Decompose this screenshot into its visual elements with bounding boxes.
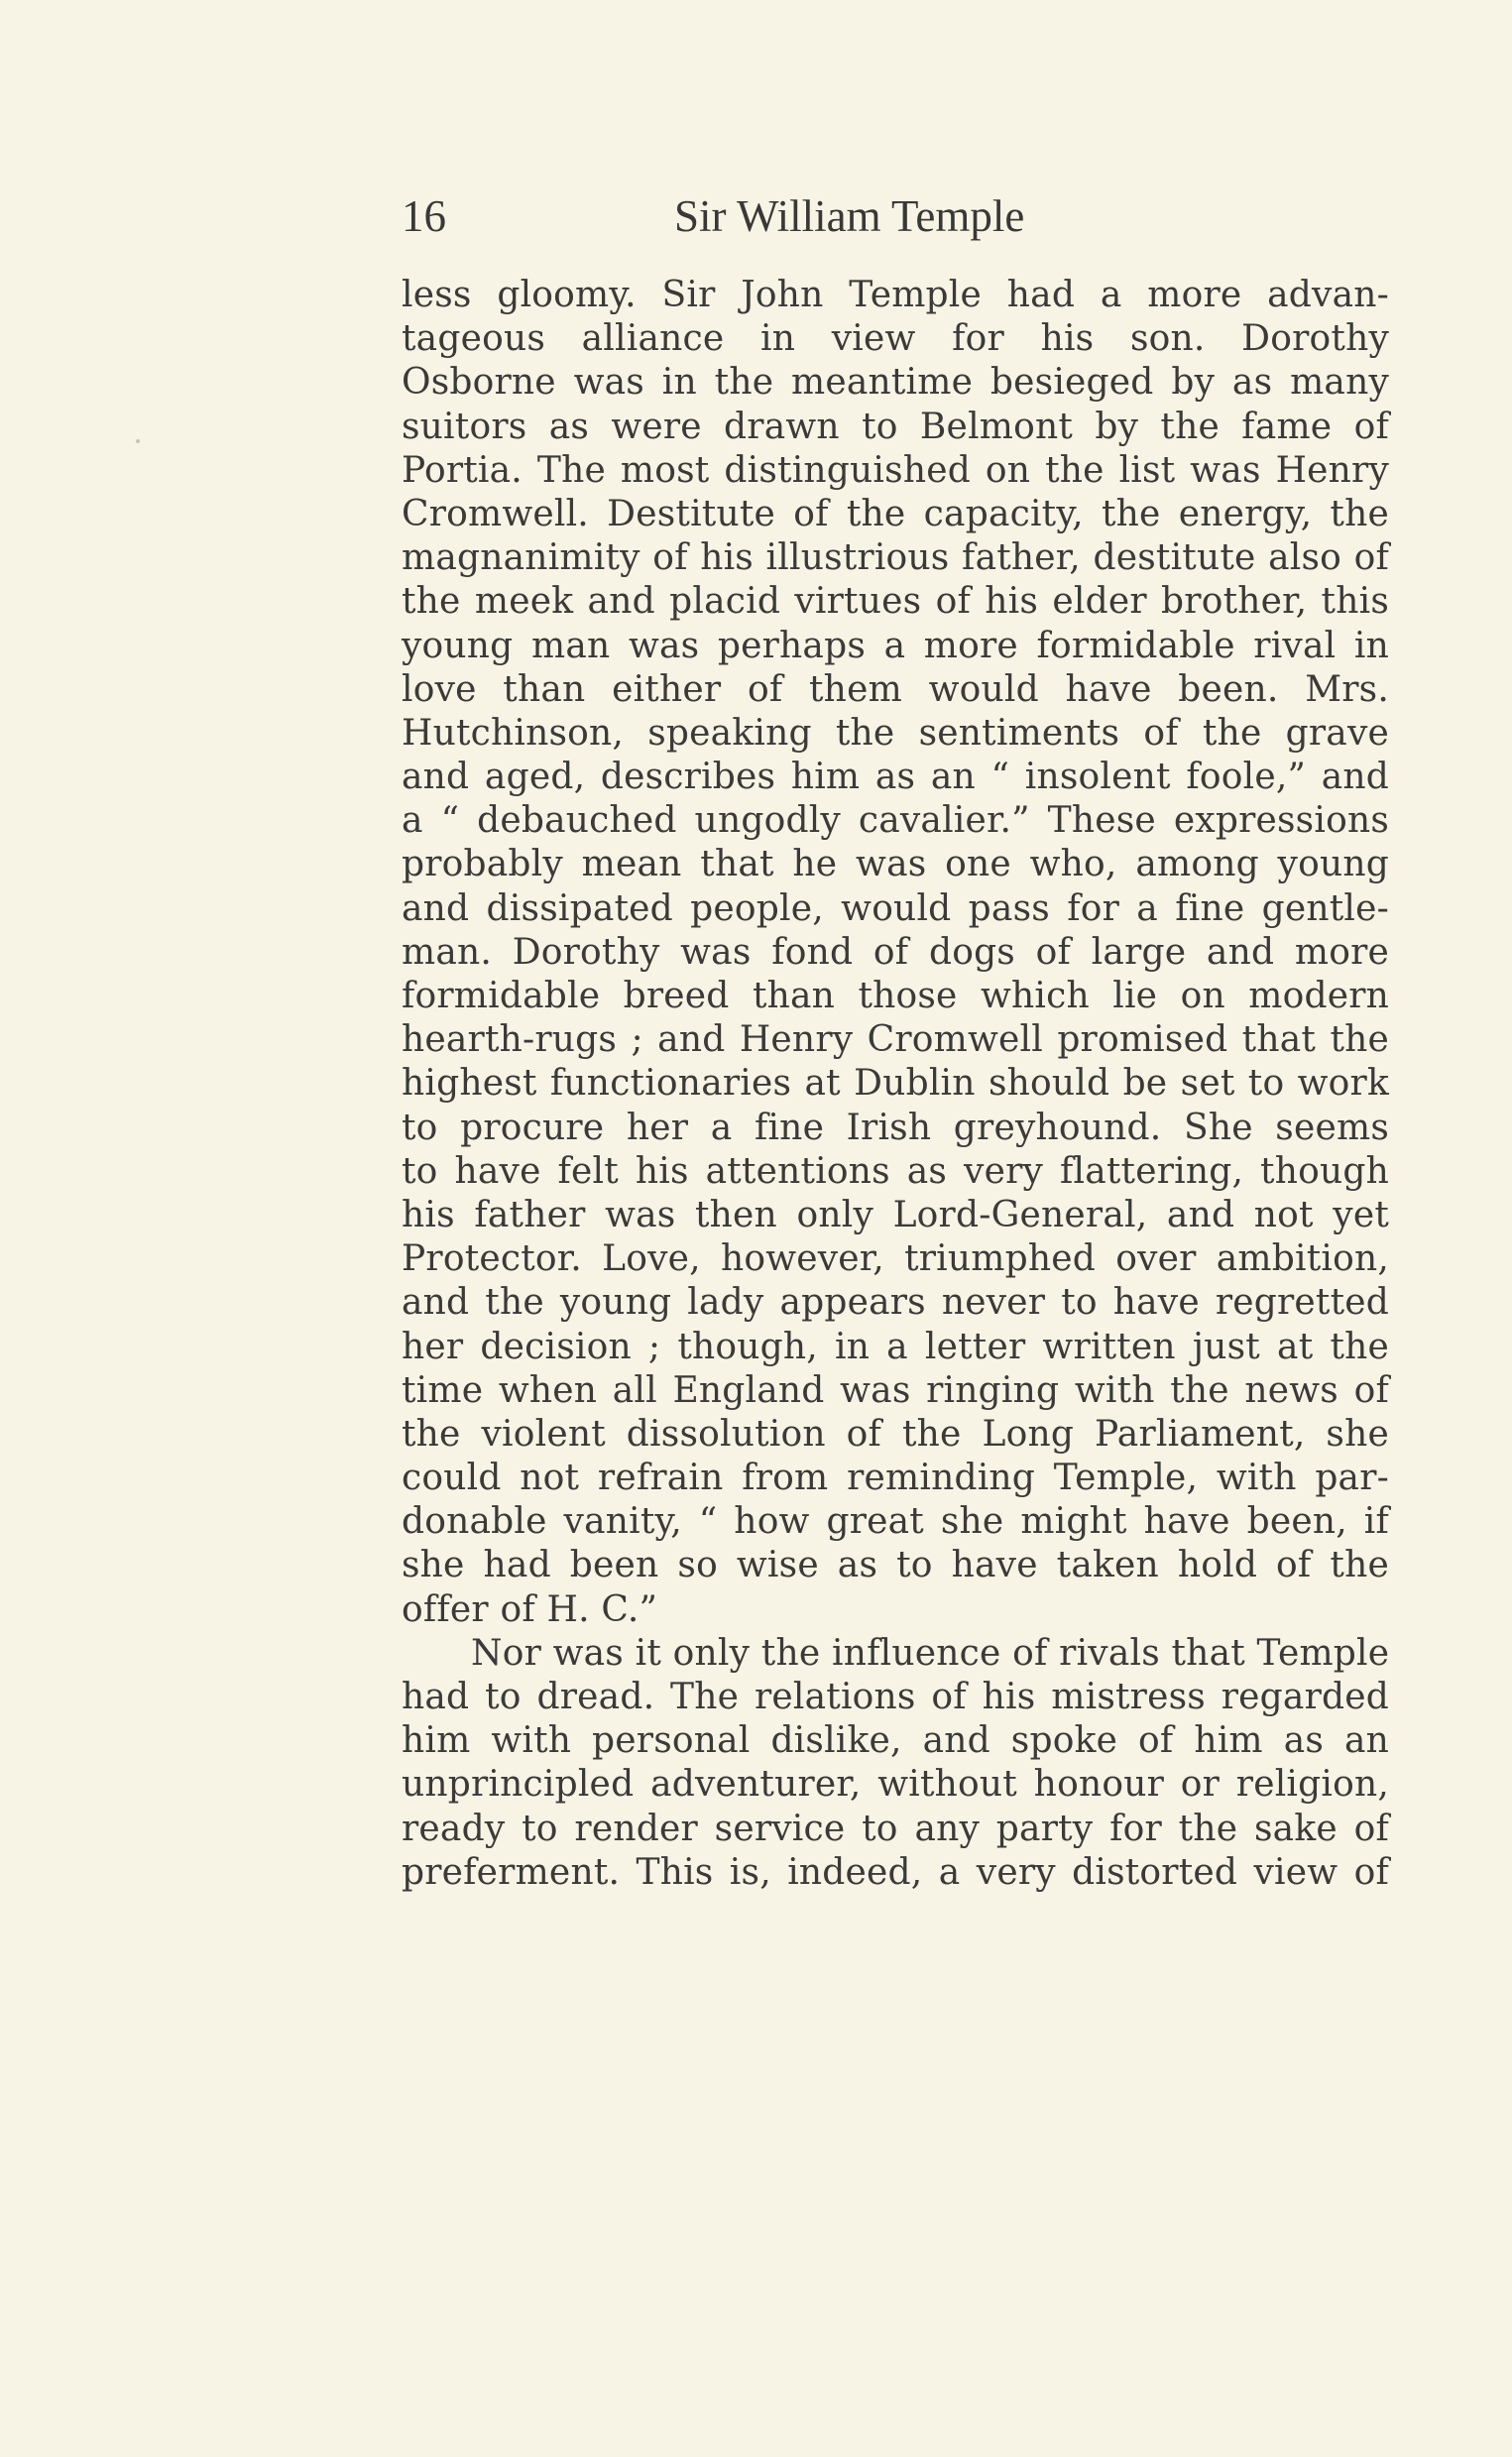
body-text — [402, 274, 1389, 1895]
text-line: highest functionaries at Dublin should be set to work — [402, 1063, 1389, 1105]
text-line: man. Dorothy was fond of dogs of large and more — [402, 931, 1389, 973]
text-line: less gloomy. Sir John Temple had a more advan- — [402, 275, 1389, 315]
paragraph-1 — [402, 274, 1389, 1632]
paragraph-2 — [402, 1632, 1389, 1895]
text-line: Portia. The most distinguished on the list was Henry — [402, 449, 1389, 491]
text-line: the meek and placid virtues of his elder brother, this — [402, 581, 1389, 623]
text-line: love than either of them would have been. Mrs. — [402, 668, 1389, 710]
text-line: and aged, describes him as an “ insolent foole,” and — [402, 757, 1389, 798]
text-line: a “ debauched ungodly cavalier.” These expressions — [402, 800, 1389, 842]
text-line: Osborne was in the meantime besieged by as many — [402, 362, 1389, 404]
text-line: tageous alliance in view for his son. Dorothy — [402, 318, 1389, 360]
text-line: Protector. Love, however, triumphed over ambition, — [402, 1238, 1389, 1280]
text-line: Nor was it only the influence of rivals that Temple — [471, 1632, 1390, 1674]
text-line: probably mean that he was one who, among young — [402, 844, 1389, 885]
text-line: and dissipated people, would pass for a fine gentle- — [402, 887, 1389, 929]
text-line: to procure her a fine Irish greyhound. She seems — [402, 1107, 1389, 1148]
text-line: donable vanity, “ how great she might have been, if — [402, 1501, 1389, 1543]
text-line: had to dread. The relations of his mistress regarded — [402, 1677, 1389, 1717]
text-line: unprincipled adventurer, without honour or religion, — [402, 1764, 1389, 1806]
text-line: and the young lady appears never to have regretted — [402, 1282, 1389, 1324]
text-line: his father was then only Lord-General, and not yet — [402, 1194, 1389, 1235]
text-line: formidable breed than those which lie on modern — [402, 976, 1389, 1016]
text-line: Cromwell. Destitute of the capacity, the energy, the — [402, 493, 1389, 534]
text-line: young man was perhaps a more formidable rival in — [402, 625, 1389, 666]
text-line: the violent dissolution of the Long Parliament, she — [402, 1413, 1389, 1455]
text-line: her decision ; though, in a letter written just at the — [402, 1326, 1389, 1367]
text-line: preferment. This is, indeed, a very distorted view of — [402, 1851, 1389, 1893]
text-line: offer of H. C.” — [402, 1588, 658, 1630]
text-line: hearth-rugs ; and Henry Cromwell promised that the — [402, 1019, 1389, 1061]
running-head — [402, 186, 1120, 246]
margin-speck — [136, 439, 140, 443]
text-line: she had been so wise as to have taken hold of the — [402, 1545, 1389, 1586]
text-line: could not refrain from reminding Temple, with par- — [402, 1458, 1389, 1499]
text-line: suitors as were drawn to Belmont by the fame of — [402, 406, 1389, 447]
running-title: Sir William Temple — [674, 191, 1025, 241]
text-line: to have felt his attentions as very flattering, though — [402, 1150, 1389, 1192]
text-line: magnanimity of his illustrious father, destitute also of — [402, 537, 1389, 579]
text-line: ready to render service to any party for the sake of — [402, 1808, 1389, 1849]
page-number: 16 — [402, 191, 446, 241]
text-line: Hutchinson, speaking the sentiments of the grave — [402, 712, 1389, 754]
text-line: time when all England was ringing with the news of — [402, 1369, 1389, 1411]
text-line: him with personal dislike, and spoke of him as an — [402, 1720, 1389, 1762]
